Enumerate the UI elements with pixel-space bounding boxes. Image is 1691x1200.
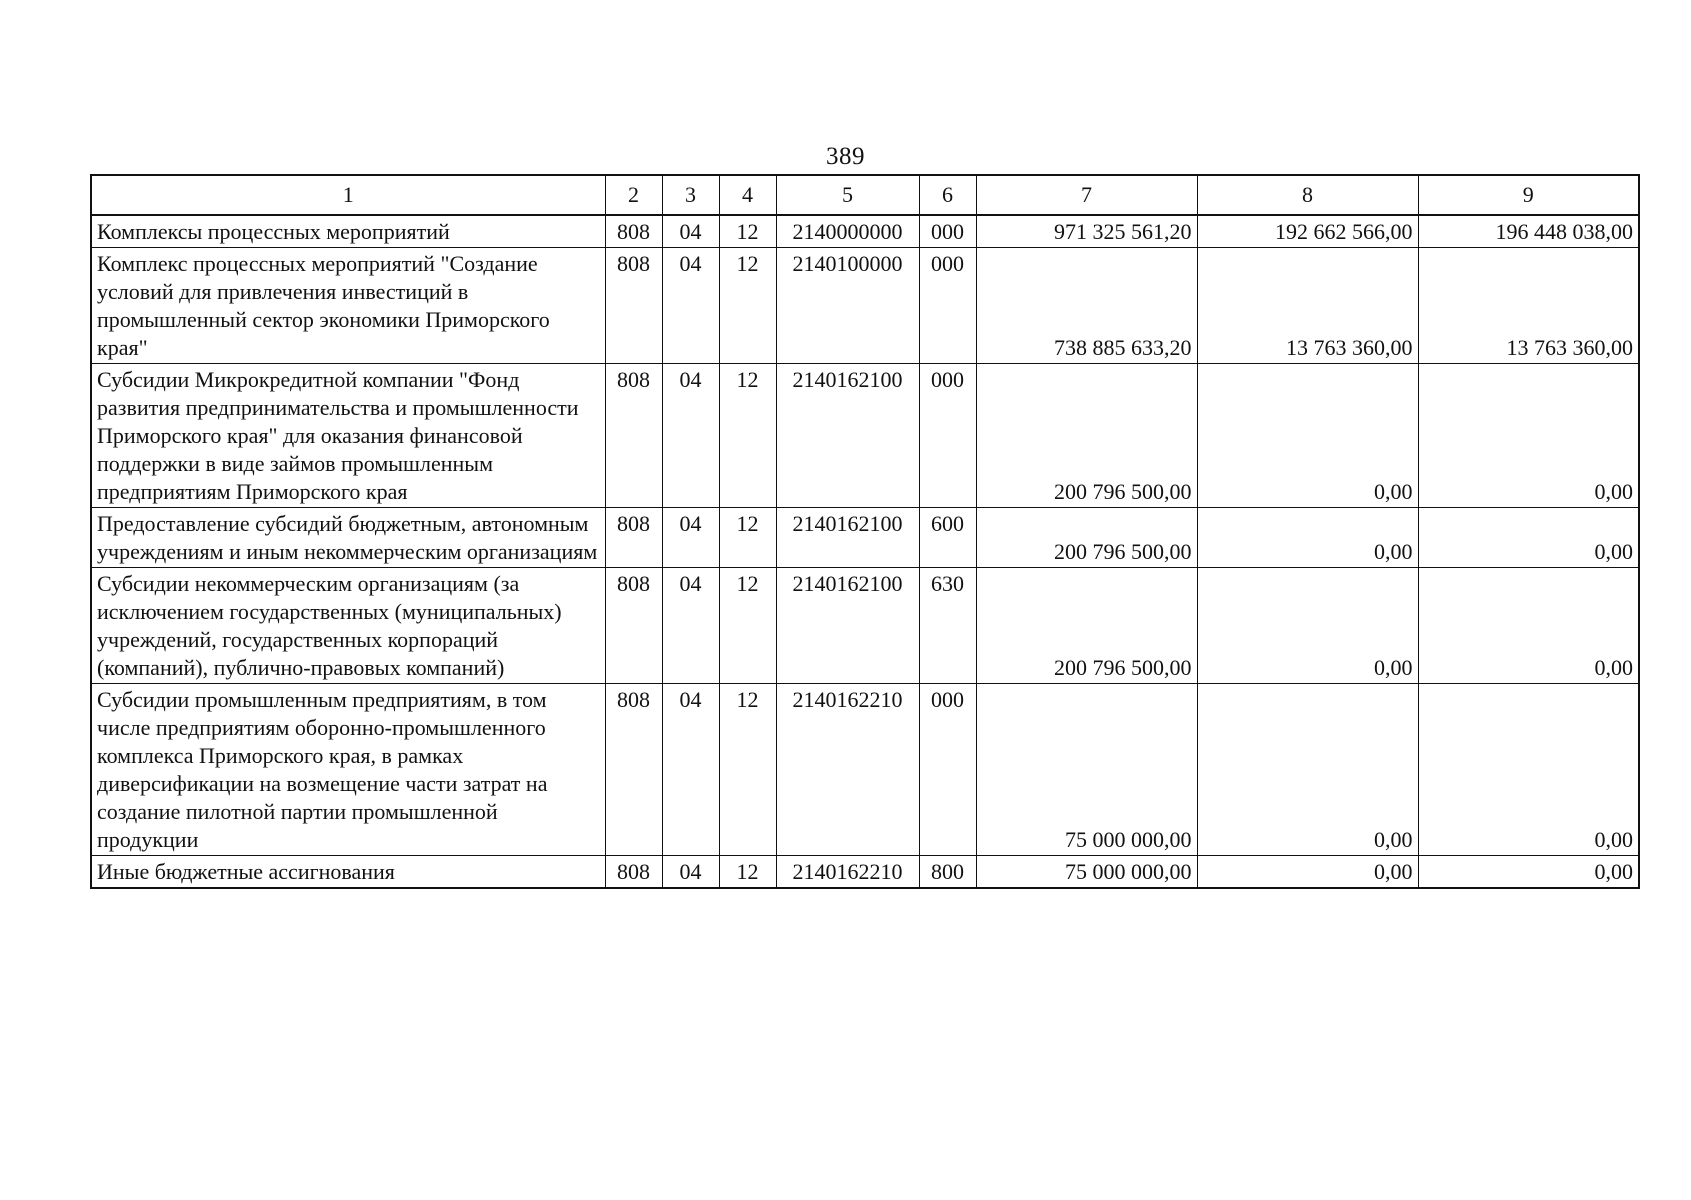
row-amount-8: 0,00 [1197,364,1418,508]
row-amount-7: 75 000 000,00 [976,856,1197,889]
row-col-4: 12 [719,568,776,684]
row-col-5: 2140162100 [776,568,919,684]
row-amount-9: 0,00 [1418,508,1639,568]
row-amount-7: 738 885 633,20 [976,248,1197,364]
page-number: 389 [826,143,865,170]
row-col-2: 808 [605,364,662,508]
row-amount-8: 0,00 [1197,684,1418,856]
row-col-3: 04 [662,364,719,508]
row-col-2: 808 [605,248,662,364]
row-col-6: 000 [919,364,976,508]
row-col-5: 2140100000 [776,248,919,364]
row-col-5: 2140162100 [776,364,919,508]
col-header-1: 1 [91,175,605,215]
row-amount-7: 200 796 500,00 [976,568,1197,684]
row-amount-9: 13 763 360,00 [1418,248,1639,364]
table-row [91,248,1639,364]
row-amount-7: 200 796 500,00 [976,364,1197,508]
row-col-5: 2140162210 [776,856,919,889]
row-amount-9: 196 448 038,00 [1418,215,1639,248]
col-header-6: 6 [919,175,976,215]
col-header-4: 4 [719,175,776,215]
row-col-2: 808 [605,508,662,568]
table-row [91,684,1639,856]
row-amount-8: 0,00 [1197,856,1418,889]
row-amount-7: 75 000 000,00 [976,684,1197,856]
table-row [91,568,1639,684]
table-row [91,856,1639,889]
row-col-4: 12 [719,215,776,248]
row-col-2: 808 [605,215,662,248]
table-row [91,364,1639,508]
row-amount-8: 0,00 [1197,508,1418,568]
col-header-7: 7 [976,175,1197,215]
col-header-5: 5 [776,175,919,215]
row-name: Иные бюджетные ассигнования [91,856,605,889]
row-col-6: 630 [919,568,976,684]
row-col-5: 2140162210 [776,684,919,856]
row-amount-9: 0,00 [1418,364,1639,508]
row-name: Комплекс процессных мероприятий "Создание условий для привлечения инвестиций в промышленный сектор экономики Приморского края" [91,248,605,364]
row-col-2: 808 [605,568,662,684]
row-col-3: 04 [662,856,719,889]
row-col-3: 04 [662,684,719,856]
row-amount-7: 200 796 500,00 [976,508,1197,568]
row-amount-7: 971 325 561,20 [976,215,1197,248]
row-amount-9: 0,00 [1418,856,1639,889]
row-col-4: 12 [719,248,776,364]
row-col-6: 000 [919,248,976,364]
row-col-3: 04 [662,508,719,568]
row-amount-8: 0,00 [1197,568,1418,684]
row-col-5: 2140000000 [776,215,919,248]
row-name: Субсидии промышленным предприятиям, в том числе предприятиям оборонно-промышленного комплекса Приморского края, в рамках диверсификации на возмещение части затрат на создание пилотной партии промышленной продукции [91,684,605,856]
row-name: Комплексы процессных мероприятий [91,215,605,248]
row-name: Субсидии Микрокредитной компании "Фонд развития предпринимательства и промышленности Приморского края" для оказания финансовой поддержки в виде займов промышленным предприятиям Приморского края [91,364,605,508]
row-col-6: 600 [919,508,976,568]
row-col-6: 800 [919,856,976,889]
row-amount-9: 0,00 [1418,568,1639,684]
row-col-5: 2140162100 [776,508,919,568]
row-name: Предоставление субсидий бюджетным, автономным учреждениям и иным некоммерческим организациям [91,508,605,568]
table-row [91,215,1639,248]
row-name: Субсидии некоммерческим организациям (за исключением государственных (муниципальных) учреждений, государственных корпораций (компаний), публично-правовых компаний) [91,568,605,684]
row-col-3: 04 [662,215,719,248]
row-col-6: 000 [919,684,976,856]
budget-table [90,174,1640,889]
table-row [91,508,1639,568]
row-col-3: 04 [662,248,719,364]
row-col-2: 808 [605,684,662,856]
header-row [91,175,1639,215]
col-header-9: 9 [1418,175,1639,215]
col-header-3: 3 [662,175,719,215]
row-col-6: 000 [919,215,976,248]
row-col-4: 12 [719,508,776,568]
row-col-3: 04 [662,568,719,684]
row-amount-8: 13 763 360,00 [1197,248,1418,364]
row-col-4: 12 [719,856,776,889]
row-amount-8: 192 662 566,00 [1197,215,1418,248]
row-col-4: 12 [719,684,776,856]
row-amount-9: 0,00 [1418,684,1639,856]
col-header-2: 2 [605,175,662,215]
row-col-4: 12 [719,364,776,508]
row-col-2: 808 [605,856,662,889]
col-header-8: 8 [1197,175,1418,215]
